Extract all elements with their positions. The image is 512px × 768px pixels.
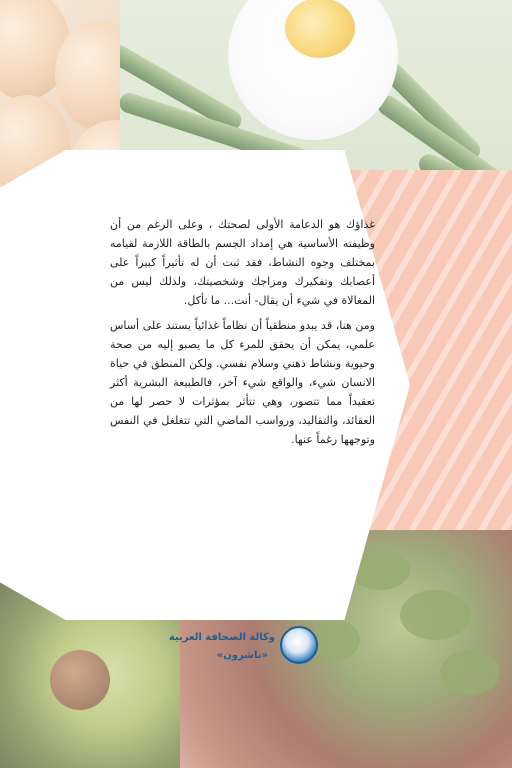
publisher-name: وكالة الصحافة العربية [168, 632, 275, 643]
paragraph-1: غذاؤك هو الدعامة الأولى لصحتك ، وعلى الرغم من أن وظيفته الأساسية هي إمداد الجسم بالطاقة اللازمة لقيامه بمختلف وجوه النشاط، فقد ثبت أن له تأثيراً كبيراً على أعصابك وتفكيرك ومزاجك وشخصيتك، ولذلك ليس من المغالاة في شيء أن يقال- أنت... ما تأكل. [110, 218, 375, 307]
paragraph-2: ومن هنا، قد يبدو منطقياً أن نظاماً غذائياً يستند على أساس علمي، يمكن أن يحقق للمرء كل ما يصبو إليه من صحة وحيوية ونشاط ذهني وسلام نفسي. ولكن المنطق في حياة الانسان شيء، والواقع شيء آخر، فالطبيعة البشرية أكثر تعقيداً مما تتصور، وهي تتأثر بمؤثرات لا حصر لها من العقائد، والتقاليد، ورواسب الماضي التي تتغلغل في النفس وتوجهها رغماً عنها. [110, 319, 375, 446]
publisher-subtitle: «ناشرون» [216, 650, 268, 661]
globe-logo-icon [280, 626, 318, 664]
article-text [110, 215, 375, 455]
publisher-logo [170, 620, 320, 680]
